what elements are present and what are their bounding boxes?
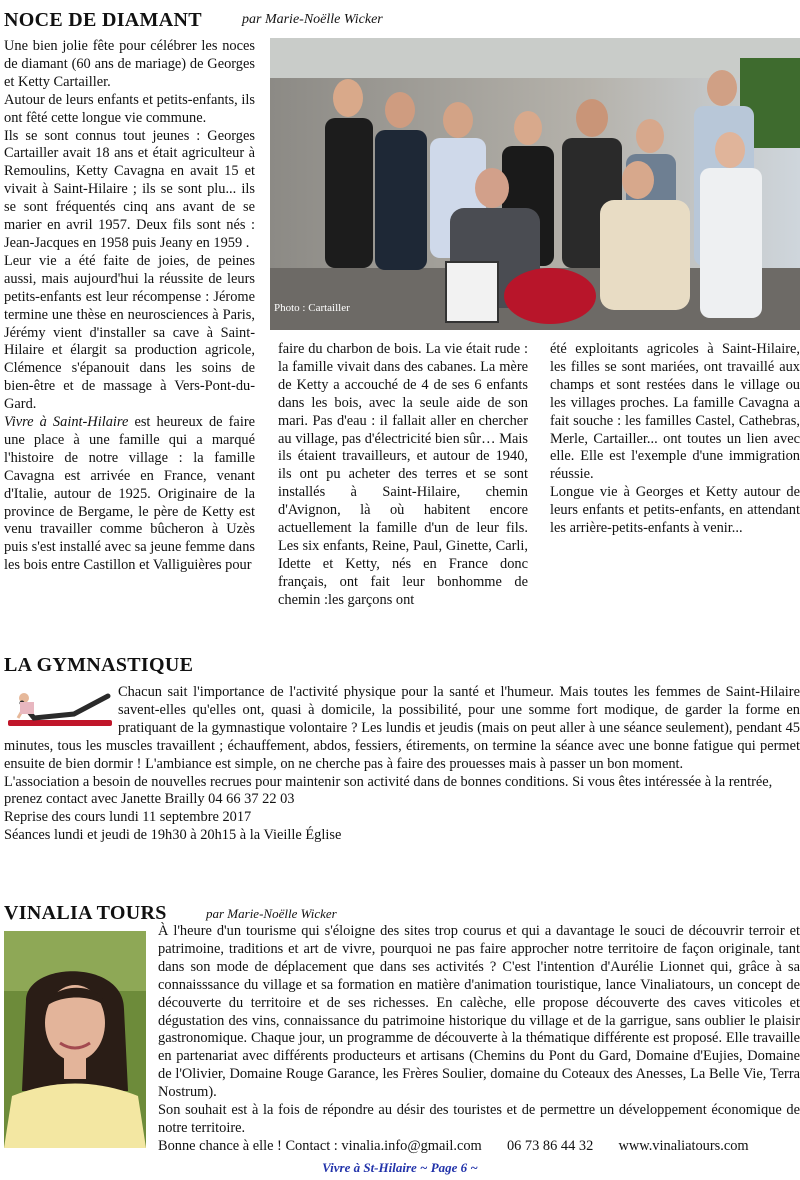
noce-paragraph: Autour de leurs enfants et petits-enfants, ils ont fêté cette longue vie commune. <box>4 91 255 126</box>
magazine-name: Vivre à Saint-Hilaire <box>4 414 129 431</box>
portrait-image <box>4 931 146 1148</box>
gym-paragraph: Reprise des cours lundi 11 septembre 2017 <box>4 809 252 826</box>
noce-column-3 <box>550 341 800 538</box>
contact-website: www.vinaliatours.com <box>618 1137 749 1154</box>
gym-paragraph: L'association a besoin de nouvelles recrues pour maintenir son activité dans de bonnes conditions. Si vous êtes intéressée à la rentrée, prenez contact avec Janette Brailly 04 66 37 22 03 <box>4 773 773 808</box>
family-photo-image <box>270 38 800 330</box>
contact-email: Bonne chance à elle ! Contact : vinalia.info@gmail.com <box>158 1137 482 1154</box>
exercise-image <box>4 684 116 728</box>
noce-paragraph <box>4 414 255 575</box>
noce-paragraph: faire du charbon de bois. La vie était rude : la famille vivait dans des cabanes. La mère de Ketty a accouché de 4 de ses 6 enfants dans les bois, avec la seule aide de son mari. Pas d'eau : il fallait aller en chercher au village, pas d'électricité bien sûr… Mais ils étaient travailleurs, et autour de 1940, ils ont pu acheter des terres et se sont installés à Saint-Hilaire, chemin d'Avignon, là où habitent encore actuellement la famille d'un de leur fils. Les six enfants, Reine, Paul, Ginette, Carli, Idette et Ketty, nés en France donc français, ont fait leur bonhomme de chemin :les garçons ont <box>278 341 528 608</box>
noce-paragraph: Longue vie à Georges et Ketty autour de leurs enfants et petits-enfants, en attendant les arrière-petits-enfants à venir... <box>550 484 800 537</box>
vinalia-paragraph: Son souhait est à la fois de répondre au désir des touristes et de permettre un développement économique de notre territoire. <box>158 1102 800 1136</box>
noce-column-2 <box>278 341 528 610</box>
vinalia-paragraph: À l'heure d'un tourisme qui s'éloigne des sites trop courus et qui a davantage le souci de découvrir terroir et patrimoine, traditions et art de vivre, pourquoi ne pas faire approcher notre territoire de façon originale, tant dans son mode de déplacement que dans ses activités ? C'est l'intention d'Aurélie Lionnet qui, grâce à sa connaisssance du village et sa formation en matière d'animation touristique, lance Vinaliatours, un concept de découverte du territoire et de ses richesses. En calèche, elle propose découverte des caves viticoles et dégustation des vins, connaissance du patrimoine historique du village et de la garrigue, sans oublier le plaisir gastronomique. Chaque jour, un programme de découverte à la thématique différente est proposé. Elle travaille en partenariat avec différents producteurs et artisans (Chemins du Pont du Gard, Domaine d'Eujies, Domaine de l'Olivier, Domaine Rouge Garance, les Frères Soulier, domaine du Coteaux des Anesses, La Belle Vie, Terra Nostrum). <box>158 923 800 1101</box>
family-photo <box>270 38 800 330</box>
vinalia-column <box>158 923 800 1156</box>
noce-paragraph: Leur vie a été faite de joies, de peines aussi, mais aujourd'hui la réussite de leurs petits-enfants est leur récompense : Jérome termine une thèse en neurosciences à Paris, Jérémy vient d'installer sa cave à Saint-Hilaire et élargit sa production agricole, Clémence s'épanouit dans les soins de bien-être et de massage à Vers-Pont-du-Gard. <box>4 252 255 413</box>
contact-phone: 06 73 86 44 32 <box>506 1137 594 1154</box>
noce-paragraph: Une bien jolie fête pour célébrer les noces de diamant (60 ans de mariage) de Georges et Ketty Cartailler. <box>4 38 255 90</box>
noce-byline: par Marie-Noëlle Wicker <box>242 12 383 27</box>
photo-caption: Photo : Cartailler <box>274 302 350 314</box>
noce-paragraph: Ils se sont connus tout jeunes : Georges Cartailler avait 18 ans et était agriculteur à Remoulins, Ketty Cavagna en avait 15 et vivait à Saint-Hilaire ; ils se sont plu... ils se sont fréquentés cinq ans avant de se marier en avril 1957. Deux fils sont nés : Jean-Jacques en 1958 puis Jeany en 1959 . <box>4 127 255 251</box>
vinalia-title: VINALIA TOURS <box>4 902 167 924</box>
gym-article <box>4 684 800 845</box>
gym-illustration <box>4 684 116 728</box>
gym-title: LA GYMNASTIQUE <box>4 654 194 676</box>
vinalia-byline: par Marie-Noëlle Wicker <box>206 906 337 921</box>
vinalia-contact <box>158 1138 800 1156</box>
gym-paragraph: Séances lundi et jeudi de 19h30 à 20h15 à la Vieille Église <box>4 827 342 844</box>
noce-paragraph: été exploitants agricoles à Saint-Hilaire, les filles se sont mariées, ont travaillé aux champs et sont restées dans le village ou les villages proches. La famille Cavagna a fait souche : les familles Castel, Cathebras, Merle, Cartailler... ont toutes un lien avec elle. Elle est l'exemple d'une immigration réussie. <box>550 341 800 483</box>
aurelie-portrait <box>4 931 146 1148</box>
noce-column-1 <box>4 38 255 575</box>
gym-paragraph: Chacun sait l'importance de l'activité physique pour la santé et l'humeur. Mais toutes les femmes de Saint-Hilaire savent-elles qu'elles ont, quasi à domicile, la possibilité, pour une somme fort modique, de garder la forme en pratiquant de la gymnastique volontaire ? Les lundis et jeudis (mais on peut aller à une séance seulement), pendant 45 minutes, tous les muscles travaillent ; échauffement, abdos, fessiers, étirements, on termine la séance avec une bonne fatigue qui permet ensuite de bien dormir ! L'ambiance est simple, on ne cherche pas à faire des prouesses mais à passer un bon moment. <box>4 684 800 772</box>
page-footer: Vivre à St-Hilaire ~ Page 6 ~ <box>322 1160 478 1175</box>
noce-title: NOCE DE DIAMANT <box>4 9 202 31</box>
noce-paragraph-rest: est heureux de faire une place à une famille qui a marqué l'histoire de notre village : la famille Cavagna est arrivée en France, venant d'Italie, autour de 1925. Originaire de la province de Bergame, le père de Ketty est venu travailler comme bûcheron à Uzès puis s'est installé avec sa jeune femme dans les bois entre Castillon et Valliguières pour <box>4 414 255 574</box>
